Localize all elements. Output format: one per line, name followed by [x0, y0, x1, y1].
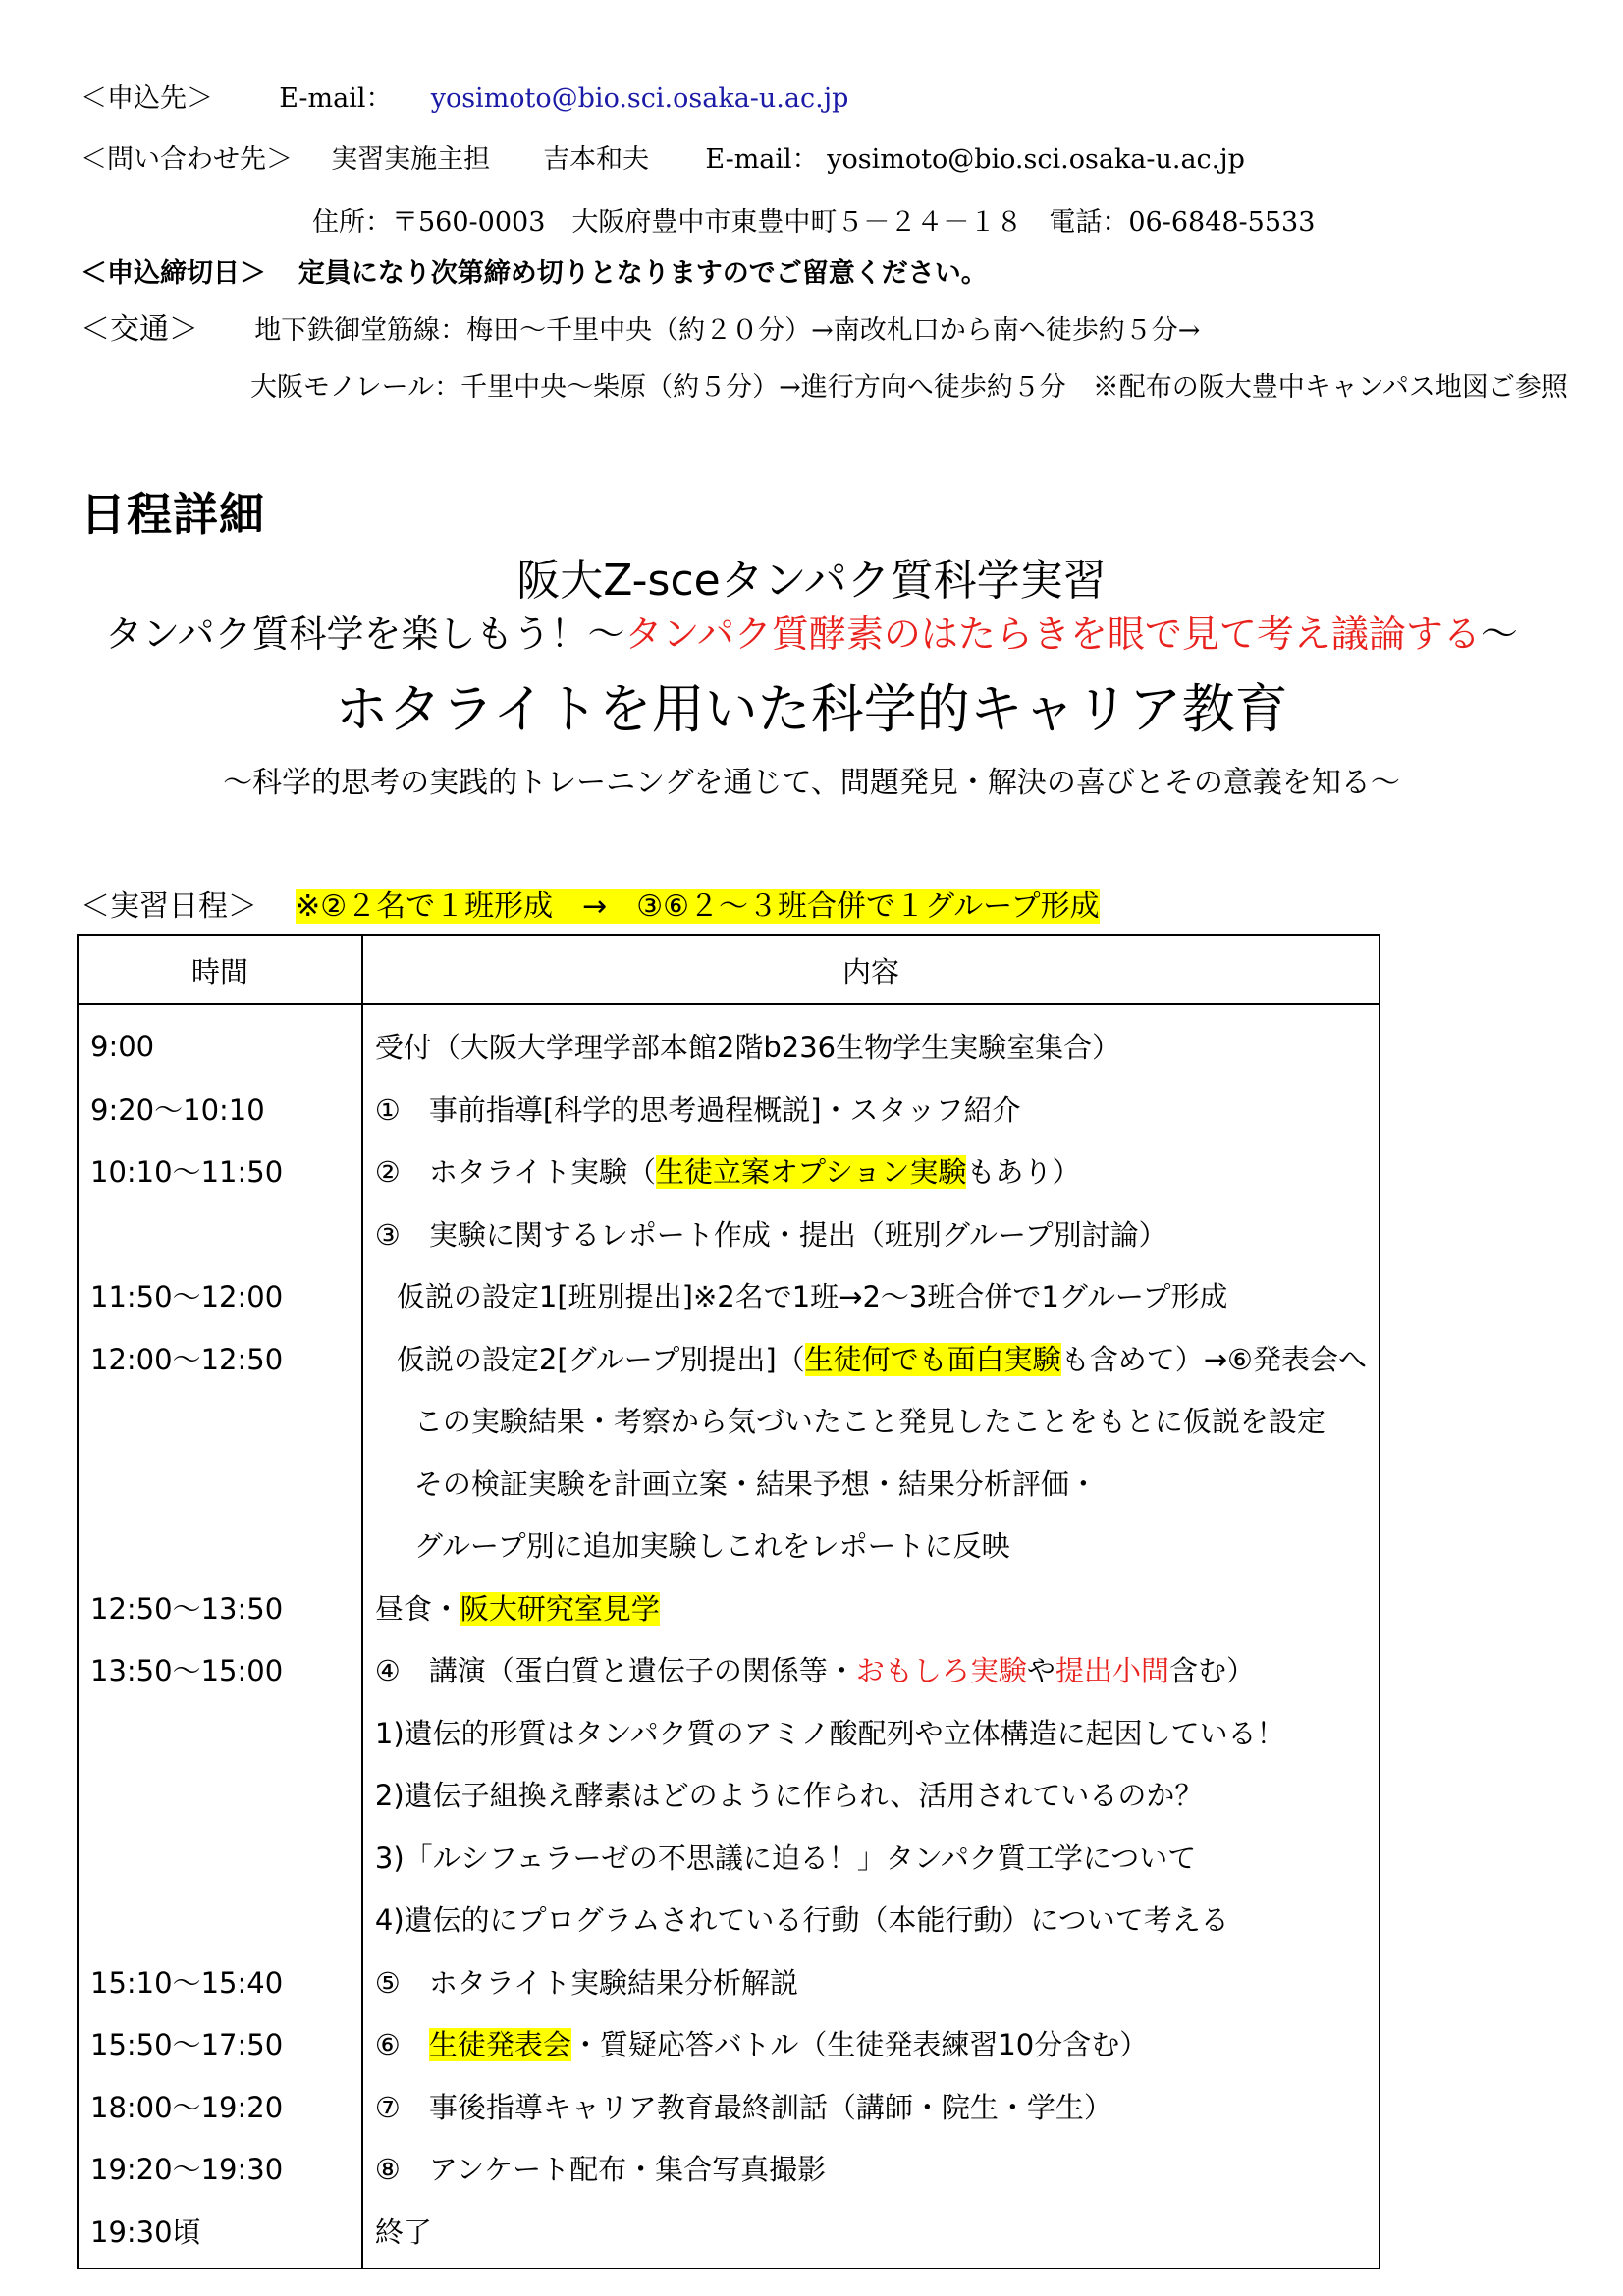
table-row — [78, 1452, 1380, 1515]
table-row — [78, 1576, 1380, 1639]
row-time: 15:50〜17:50 — [78, 2012, 362, 2075]
row-content-post: 含む） — [1168, 1654, 1255, 1688]
row-content-red-2: 提出小問 — [1055, 1654, 1169, 1688]
deadline-label: ＜申込締切日＞ — [81, 258, 266, 289]
row-time: 18:00〜19:20 — [78, 2075, 362, 2138]
access-label: ＜交通＞ — [81, 312, 198, 347]
address-line: 住所：〒560-0003 大阪府豊中市東豊中町５－２４－１８ 電話：06-6848-5533 — [312, 207, 1316, 238]
row-content-highlight: 生徒何でも面白実験 — [804, 1342, 1061, 1376]
row-content: ⑤ ホタライト実験結果分析解説 — [362, 1950, 1380, 2013]
schedule-heading-label: ＜実習日程＞ — [81, 889, 257, 924]
row-content — [362, 1264, 1380, 1327]
row-time: 13:50〜15:00 — [78, 1638, 362, 1701]
apply-label: ＜申込先＞ — [81, 83, 213, 114]
row-time: 12:50〜13:50 — [78, 1576, 362, 1639]
row-content: ⑧ アンケート配布・集合写真撮影 — [362, 2137, 1380, 2200]
row-content-highlight: 阪大研究室見学 — [460, 1591, 660, 1626]
inquiry-email: E-mail： yosimoto@bio.sci.osaka-u.ac.jp — [705, 144, 1245, 175]
table-row — [78, 1826, 1380, 1889]
row-content — [362, 2012, 1380, 2075]
row-content-text: この実験結果・考察から気づいたこと発見したことをもとに仮説を設定 — [413, 1405, 1325, 1439]
col-header-content: 内容 — [362, 935, 1380, 1004]
table-row — [78, 1327, 1380, 1390]
row-time — [78, 1763, 362, 1826]
course-title: 阪大Z-sceタンパク質科学実習 — [516, 556, 1107, 606]
inquiry-line — [81, 137, 1245, 176]
subtitle-black: タンパク質科学を楽しもう！〜 — [105, 613, 625, 656]
table-header-row — [78, 935, 1380, 1004]
table-row — [78, 1202, 1380, 1265]
row-content-pre: 昼食・ — [374, 1591, 460, 1626]
row-content — [362, 1514, 1380, 1576]
row-content-pre: ④ 講演（蛋白質と遺伝子の関係等・ — [374, 1654, 856, 1688]
row-time: 12:00〜12:50 — [78, 1327, 362, 1390]
row-time: 19:20〜19:30 — [78, 2137, 362, 2200]
row-time — [78, 1701, 362, 1764]
row-time — [78, 1514, 362, 1576]
table-row — [78, 2012, 1380, 2075]
row-time: 9:20〜10:10 — [78, 1078, 362, 1141]
table-row — [78, 2137, 1380, 2200]
inquiry-person: 実習実施主担 吉本和夫 — [331, 144, 650, 175]
row-time — [78, 1888, 362, 1950]
row-content-pre: ⑥ — [374, 2028, 429, 2062]
access-line-2: 大阪モノレール：千里中央〜柴原（約５分）→進行方向へ徒歩約５分 ※配布の阪大豊中キャンパス地図ご参照 — [250, 372, 1568, 402]
row-content: 4)遺伝的にプログラムされている行動（本能行動）について考える — [362, 1888, 1380, 1950]
row-content-highlight: 生徒発表会 — [428, 2028, 571, 2062]
table-row — [78, 1701, 1380, 1764]
apply-email-label: E-mail： — [279, 83, 393, 114]
row-content: ① 事前指導[科学的思考過程概説]・スタッフ紹介 — [362, 1078, 1380, 1141]
row-time: 10:10〜11:50 — [78, 1140, 362, 1202]
row-content — [362, 1327, 1380, 1390]
row-time — [78, 1202, 362, 1265]
row-time: 19:30頃 — [78, 2200, 362, 2269]
program-title: ホタライトを用いた科学的キャリア教育 — [335, 678, 1288, 740]
program-subtitle: 〜科学的思考の実践的トレーニングを通じて、問題発見・解決の喜びとその意義を知る〜 — [223, 766, 1400, 800]
row-content — [362, 1140, 1380, 1202]
row-content: ③ 実験に関するレポート作成・提出（班別グループ別討論） — [362, 1202, 1380, 1265]
row-content-highlight: 生徒立案オプション実験 — [656, 1155, 967, 1190]
row-content-text: グループ別に追加実験しこれをレポートに反映 — [413, 1529, 1010, 1564]
access-subway: 地下鉄御堂筋線：梅田〜千里中央（約２０分）→南改札口から南へ徒歩約５分→ — [254, 315, 1201, 346]
row-content-text: 仮説の設定1[班別提出]※2名で1班→2〜3班合併で1グループ形成 — [396, 1280, 1228, 1314]
row-content: ⑦ 事後指導キャリア教育最終訓話（講師・院生・学生） — [362, 2075, 1380, 2138]
row-content — [362, 1638, 1380, 1701]
row-content: 2)遺伝子組換え酵素はどのように作られ、活用されているのか？ — [362, 1763, 1380, 1826]
subtitle-red: タンパク質酵素のはたらきを眼で見て考え議論する — [624, 613, 1481, 656]
table-row — [78, 1004, 1380, 1078]
row-content-pre: ② ホタライト実験（ — [374, 1155, 657, 1190]
row-content-pre: 仮説の設定2[グループ別提出]（ — [396, 1342, 805, 1376]
row-content — [362, 1452, 1380, 1515]
row-time — [78, 1389, 362, 1452]
row-time: 15:10〜15:40 — [78, 1950, 362, 2013]
apply-line — [81, 77, 848, 115]
table-row — [78, 1264, 1380, 1327]
schedule-table — [77, 934, 1380, 2269]
apply-email-link[interactable]: yosimoto@bio.sci.osaka-u.ac.jp — [430, 83, 849, 114]
table-row — [78, 1950, 1380, 2013]
table-row — [78, 1389, 1380, 1452]
section-title: 日程詳細 — [81, 488, 265, 541]
row-content — [362, 1389, 1380, 1452]
table-row — [78, 1078, 1380, 1141]
row-content: 1)遺伝的形質はタンパク質のアミノ酸配列や立体構造に起因している！ — [362, 1701, 1380, 1764]
row-content-post: も含めて）→⑥発表会へ — [1060, 1342, 1367, 1376]
row-time — [78, 1826, 362, 1889]
row-time: 9:00 — [78, 1004, 362, 1078]
row-content-red-1: おもしろ実験 — [855, 1654, 1027, 1688]
table-row — [78, 1140, 1380, 1202]
schedule-heading — [81, 881, 1100, 925]
deadline-line — [81, 251, 988, 290]
row-time: 11:50〜12:00 — [78, 1264, 362, 1327]
row-time — [78, 1452, 362, 1515]
schedule-heading-note: ※②２名で１班形成 → ③⑥２〜３班合併で１グループ形成 — [296, 889, 1100, 924]
row-content: 受付（大阪大学理学部本館2階b236生物学生実験室集合） — [362, 1004, 1380, 1078]
subtitle-end: 〜 — [1480, 613, 1518, 656]
table-row — [78, 1514, 1380, 1576]
course-subtitle — [0, 604, 1623, 658]
row-content: 終了 — [362, 2200, 1380, 2269]
row-content-post: もあり） — [966, 1155, 1081, 1190]
table-row — [78, 2075, 1380, 2138]
deadline-text: 定員になり次第締め切りとなりますのでご留意ください。 — [298, 258, 988, 289]
access-line-1 — [81, 304, 1200, 347]
row-content-post: ・質疑応答バトル（生徒発表練習10分含む） — [570, 2028, 1149, 2062]
row-content: 3)「ルシフェラーゼの不思議に迫る！」タンパク質工学について — [362, 1826, 1380, 1889]
table-row — [78, 2200, 1380, 2269]
row-content — [362, 1576, 1380, 1639]
row-content-mid: や — [1026, 1654, 1055, 1688]
table-row — [78, 1763, 1380, 1826]
inquiry-label: ＜問い合わせ先＞ — [81, 144, 293, 175]
table-row — [78, 1888, 1380, 1950]
row-content-text: その検証実験を計画立案・結果予想・結果分析評価・ — [413, 1467, 1098, 1501]
table-row — [78, 1638, 1380, 1701]
col-header-time: 時間 — [78, 935, 362, 1004]
